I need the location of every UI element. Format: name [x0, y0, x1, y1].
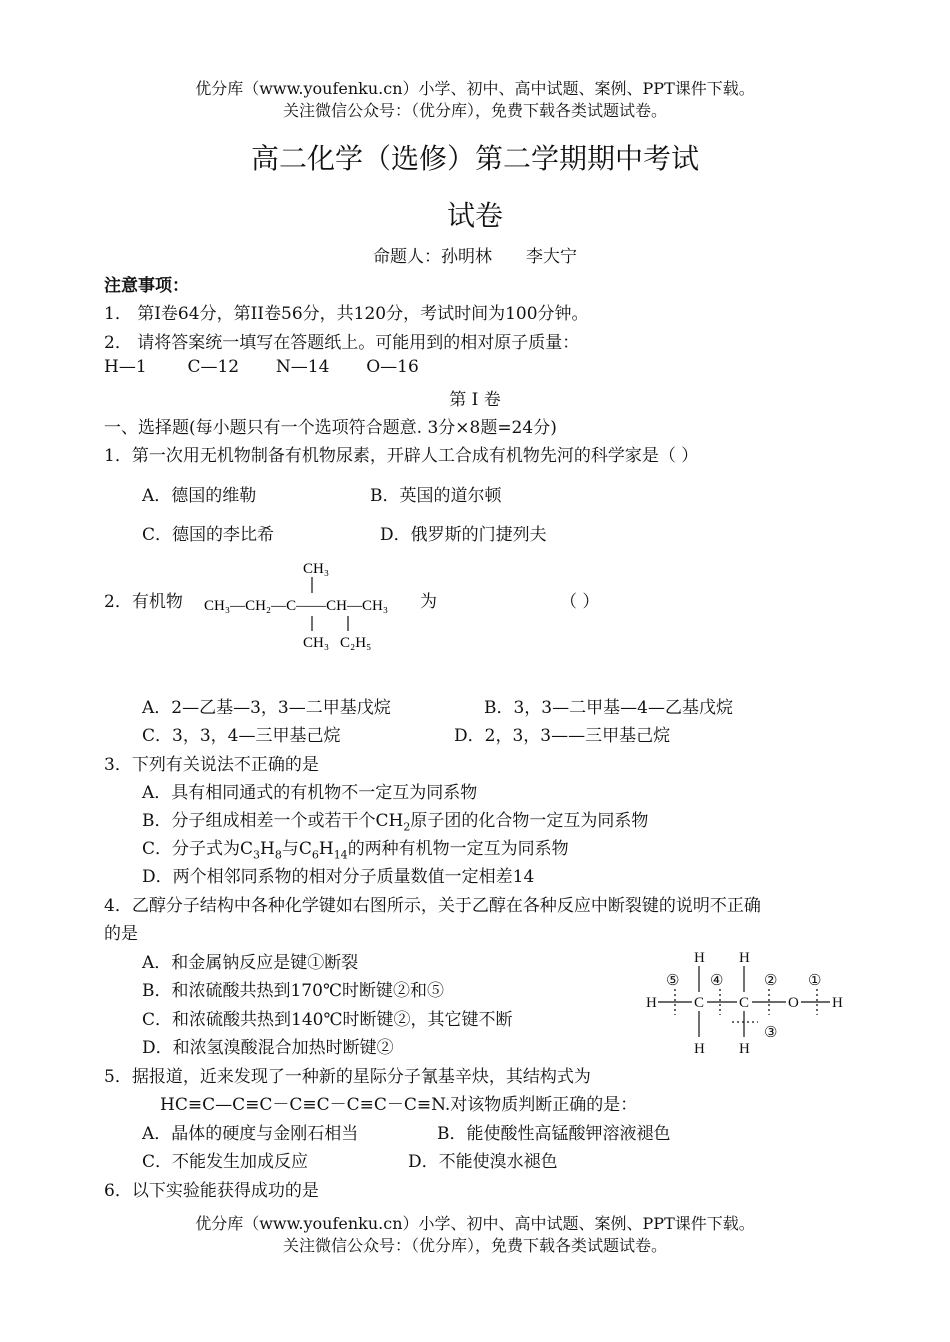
q3-option-c: C．分子式为$C_3H_8$与$C_6H_{14}$的两种有机物一定互为同系物 [142, 839, 569, 862]
exam-title-2: 试卷 [446, 199, 503, 232]
mass-o: O—16 [366, 357, 419, 377]
q2-lead: 2．有机物 [104, 592, 183, 612]
q1-option-c: C．德国的李比希 [142, 525, 275, 545]
q2-after: 为 [420, 592, 437, 612]
svg-text:H: H [832, 995, 843, 1011]
q2-option-c: C．3，3，4—三甲基己烷 [142, 726, 341, 746]
q4-stem-1: 4．乙醇分子结构中各种化学键如右图所示，关于乙醇在各种反应中断裂键的说明不正确 [104, 896, 761, 916]
svg-text:④: ④ [710, 973, 724, 989]
q1-stem: 1．第一次用无机物制备有机物尿素，开辟人工合成有机物先河的科学家是（ ） [104, 446, 699, 466]
q5-option-d: D．不能使溴水褪色 [408, 1152, 558, 1172]
q4-option-d: D．和浓氢溴酸混合加热时断键② [142, 1038, 394, 1058]
q2-paren: （ ） [560, 592, 600, 612]
q2-ch3-top: CH₃ [303, 561, 330, 577]
mass-c: C—12 [187, 357, 240, 377]
q2-option-a: A．2—乙基—3，3—二甲基戊烷 [142, 698, 391, 718]
footer-line-2: 关注微信公众号：（优分库），免费下载各类试题试卷。 [282, 1236, 667, 1255]
q2-option-b: B．3，3—二甲基—4—乙基戊烷 [484, 698, 733, 718]
mass-h: H—1 [104, 357, 147, 377]
authors: 命题人：孙明林 李大宁 [373, 247, 577, 267]
q5-option-c: C．不能发生加成反应 [142, 1152, 309, 1172]
q3-option-d: D．两个相邻同系物的相对分子质量数值一定相差14 [142, 867, 535, 887]
ethanol-bond-diagram [640, 945, 855, 1057]
q2-option-d: D．2，3，3——三甲基己烷 [454, 726, 671, 746]
footer-line-1: 优分库（www.youfenku.cn）小学、初中、高中试题、案例、PPT课件下载。 [195, 1214, 755, 1233]
atomic-masses [104, 357, 419, 377]
svg-text:H: H [694, 950, 705, 966]
q3-option-b: B．分子组成相差一个或若干个$CH_2$原子团的化合物一定互为同系物 [142, 811, 649, 834]
svg-text:C: C [739, 995, 750, 1011]
q4-option-b: B．和浓硫酸共热到170℃时断键②和⑤ [142, 981, 444, 1001]
q2-ch3-bottom: CH₃ [303, 635, 330, 651]
q5-formula: HC≡C—C≡C－C≡C－C≡C－C≡N.对该物质判断正确的是： [160, 1095, 638, 1115]
q1-option-a: A．德国的维勒 [142, 486, 257, 506]
svg-text:H: H [646, 995, 657, 1011]
q2-c2h5: C₂H₅ [340, 635, 372, 651]
q4-stem-2: 的是 [104, 924, 138, 944]
svg-text:⑤: ⑤ [666, 973, 680, 989]
notice-item-1: 1． 第I卷64分，第II卷56分，共120分，考试时间为100分钟。 [104, 304, 589, 324]
svg-text:O: O [788, 995, 799, 1011]
svg-text:H: H [739, 1041, 750, 1057]
section-title: 一、选择题(每小题只有一个选项符合题意. 3分×8题=24分) [104, 418, 557, 438]
svg-text:C: C [694, 995, 705, 1011]
part-1-title: 第 I 卷 [449, 390, 501, 410]
svg-text:H: H [739, 950, 750, 966]
svg-text:②: ② [764, 973, 778, 989]
q1-option-b: B．英国的道尔顿 [370, 486, 502, 506]
header-line-2: 关注微信公众号：（优分库），免费下载各类试题试卷。 [282, 101, 667, 120]
q4-option-a: A．和金属钠反应是键①断裂 [142, 953, 359, 973]
q6-stem: 6．以下实验能获得成功的是 [104, 1181, 319, 1201]
q2-structure [200, 555, 430, 655]
exam-title: 高二化学（选修）第二学期期中考试 [250, 142, 699, 175]
svg-text:H: H [694, 1041, 705, 1057]
q3-option-a: A．具有相同通式的有机物不一定互为同系物 [142, 783, 478, 803]
svg-text:③: ③ [764, 1025, 778, 1041]
q4-option-c: C．和浓硫酸共热到140℃时断键②，其它键不断 [142, 1010, 513, 1030]
svg-text:①: ① [808, 973, 822, 989]
mass-n: N—14 [275, 357, 330, 377]
q2-main-chain: CH₃—CH₂—C——CH—CH₃ [204, 598, 389, 614]
notice-heading: 注意事项： [104, 276, 189, 296]
q5-option-a: A．晶体的硬度与金刚石相当 [142, 1124, 359, 1144]
q5-option-b: B．能使酸性高锰酸钾溶液褪色 [437, 1124, 671, 1144]
q1-option-d: D．俄罗斯的门捷列夫 [380, 525, 547, 545]
q3-stem: 3．下列有关说法不正确的是 [104, 755, 319, 775]
notice-item-2: 2． 请将答案统一填写在答题纸上。可能用到的相对原子质量： [104, 333, 580, 353]
header-line-1: 优分库（www.youfenku.cn）小学、初中、高中试题、案例、PPT课件下载。 [195, 79, 755, 98]
q5-stem: 5．据报道，近来发现了一种新的星际分子氰基辛炔，其结构式为 [104, 1067, 591, 1087]
